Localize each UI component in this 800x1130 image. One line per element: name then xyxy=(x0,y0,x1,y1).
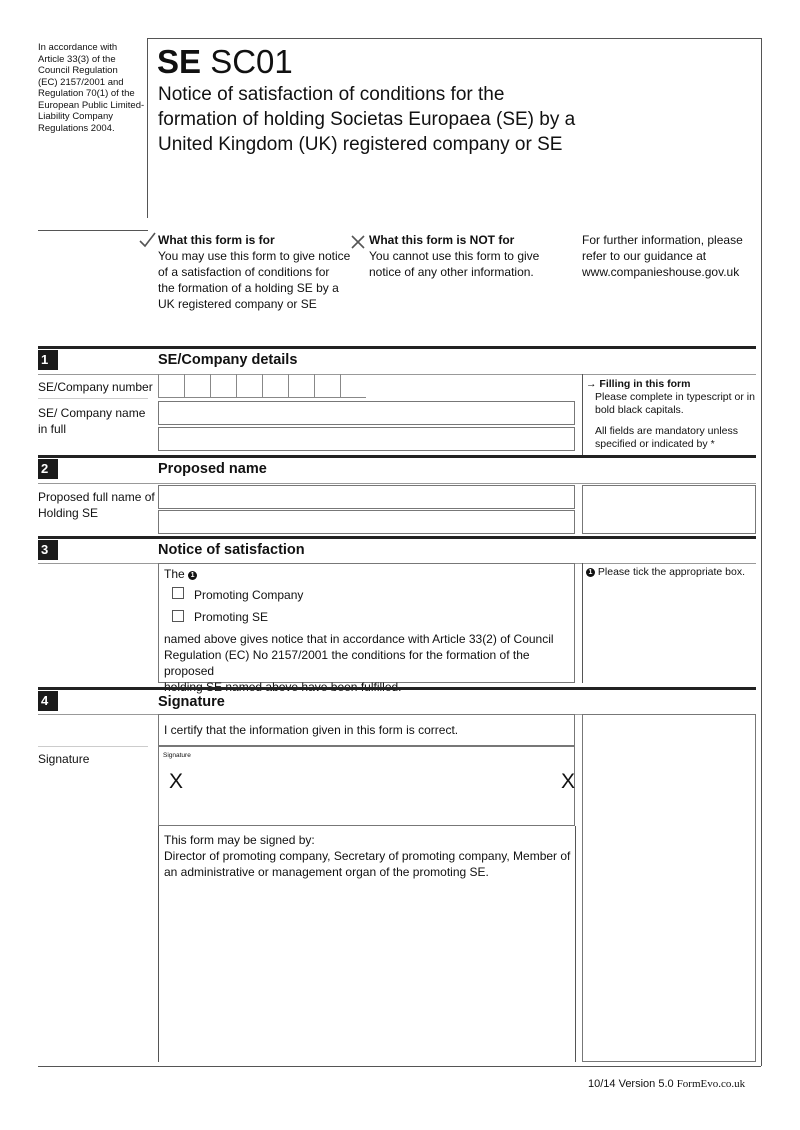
form-prefix: SE xyxy=(157,43,202,80)
company-name-field-2[interactable] xyxy=(158,427,575,451)
section-3-number: 3 xyxy=(38,540,58,560)
promoting-company-checkbox[interactable] xyxy=(172,587,184,599)
signed-by-heading: This form may be signed by: xyxy=(164,833,315,847)
section-2-number: 2 xyxy=(38,459,58,479)
section-2-bar xyxy=(38,455,756,458)
company-number-field[interactable] xyxy=(158,374,366,398)
intro-rule xyxy=(38,230,148,231)
filling-in-note xyxy=(586,378,756,451)
the-label xyxy=(164,566,197,582)
for-line: You may use this form to give notice xyxy=(158,249,351,263)
tick-note-text: Please tick the appropriate box. xyxy=(597,566,746,578)
legal-line: In accordance with xyxy=(38,42,118,53)
signed-by-left xyxy=(158,826,159,1062)
section-2-title: Proposed name xyxy=(158,461,267,477)
row-rule xyxy=(38,398,148,399)
signature-label: Signature xyxy=(38,752,90,766)
section-3-title: Notice of satisfaction xyxy=(158,542,305,558)
note-marker-icon: 1 xyxy=(188,571,197,580)
sign-here-mark-right: X xyxy=(561,770,576,793)
arrow-right-icon: → xyxy=(586,378,597,390)
for-line: of a satisfaction of conditions for xyxy=(158,265,330,279)
side-divider-3 xyxy=(582,563,583,683)
for-heading: What this form is for xyxy=(158,233,275,247)
tick-note xyxy=(586,566,756,579)
section-3-bar xyxy=(38,536,756,539)
header-divider xyxy=(147,38,148,218)
footer xyxy=(588,1078,745,1090)
title-line: formation of holding Societas Europaea (SE) by a xyxy=(158,109,576,130)
frame-right xyxy=(761,38,762,1066)
row-rule xyxy=(38,746,148,747)
section-4-bar xyxy=(38,687,756,690)
cross-icon xyxy=(350,234,366,250)
what-form-is-for xyxy=(158,232,358,312)
legal-line: Regulations 2004. xyxy=(38,122,115,134)
filling-line: Please complete in typescript or in xyxy=(595,391,755,403)
promoting-se-checkbox[interactable] xyxy=(172,610,184,622)
company-name-label xyxy=(38,405,145,437)
frame-top xyxy=(147,38,761,39)
legal-line: Liability Company xyxy=(38,111,113,122)
signed-by-right xyxy=(575,826,576,1062)
section-1-rule xyxy=(38,374,756,375)
side-divider xyxy=(582,374,583,456)
promoting-se-label: Promoting SE xyxy=(194,610,269,624)
section-4-title: Signature xyxy=(158,694,225,710)
section-4-number: 4 xyxy=(38,691,58,711)
form-title xyxy=(158,82,578,157)
notice-body xyxy=(164,631,574,695)
proposed-name-field-1[interactable] xyxy=(158,485,575,509)
further-information xyxy=(582,232,757,280)
legal-line: (EC) 2157/2001 and xyxy=(38,76,124,88)
signature-side-box xyxy=(582,714,756,1062)
label-line: Proposed full name of xyxy=(38,490,155,504)
note-marker-icon: 1 xyxy=(586,568,595,577)
legal-line: European Public Limited- xyxy=(38,99,145,111)
further-line: For further information, please xyxy=(582,233,743,247)
body-line: Regulation (EC) No 2157/2001 the conditions for the formation of the proposed xyxy=(164,648,530,678)
signature-small-label: Signature xyxy=(163,752,191,759)
label-line: Holding SE xyxy=(38,506,99,520)
what-form-is-not-for xyxy=(369,232,569,280)
title-line: United Kingdom (UK) registered company or SE xyxy=(158,134,563,155)
filling-line: All fields are mandatory unless xyxy=(595,425,738,437)
sign-here-mark-left: X xyxy=(169,770,184,793)
footer-brand: FormEvo.co.uk xyxy=(676,1078,746,1090)
section-1-bar xyxy=(38,346,756,349)
section-1-title: SE/Company details xyxy=(158,352,298,368)
not-for-line: You cannot use this form to give xyxy=(369,249,540,263)
filling-line: bold black capitals. xyxy=(595,404,684,416)
for-line: UK registered company or SE xyxy=(158,297,317,311)
for-line: the formation of a holding SE by a xyxy=(158,281,339,295)
company-name-field-1[interactable] xyxy=(158,401,575,425)
legal-line: Council Regulation xyxy=(38,65,118,76)
legal-line: Article 33(3) of the xyxy=(38,53,116,65)
not-for-line: notice of any other information. xyxy=(369,265,534,279)
signed-by-line: an administrative or management organ of the promoting SE. xyxy=(164,865,489,879)
section-2-rule xyxy=(38,483,756,484)
the-text: The xyxy=(164,567,185,581)
filling-heading: Filling in this form xyxy=(599,378,691,390)
label-line: SE/ Company name xyxy=(38,406,146,420)
frame-bottom xyxy=(38,1066,761,1067)
signed-by-note xyxy=(164,832,574,880)
checkmark-icon xyxy=(139,232,157,248)
legal-line: Regulation 70(1) of the xyxy=(38,88,135,99)
proposed-name-side-box xyxy=(582,485,756,534)
signed-by-line: Director of promoting company, Secretary of promoting company, Member of xyxy=(164,849,571,863)
legal-reference xyxy=(38,42,148,134)
company-number-label: SE/Company number xyxy=(38,380,153,394)
section-1-number: 1 xyxy=(38,350,58,370)
label-line: in full xyxy=(38,422,67,436)
form-code xyxy=(157,44,293,80)
further-line: refer to our guidance at xyxy=(582,249,707,263)
further-link[interactable]: www.companieshouse.gov.uk xyxy=(582,265,740,279)
certify-statement: I certify that the information given in this form is correct. xyxy=(164,723,459,737)
not-for-heading: What this form is NOT for xyxy=(369,233,515,247)
title-line: Notice of satisfaction of conditions for the xyxy=(158,84,505,105)
signature-field[interactable] xyxy=(158,746,575,826)
promoting-company-label: Promoting Company xyxy=(194,588,304,602)
proposed-name-label xyxy=(38,489,155,521)
filling-line: specified or indicated by * xyxy=(595,438,715,450)
form-number: SC01 xyxy=(210,43,293,80)
body-line: named above gives notice that in accordance with Article 33(2) of Council xyxy=(164,632,554,646)
footer-version: 10/14 Version 5.0 xyxy=(588,1078,674,1090)
proposed-name-field-2[interactable] xyxy=(158,510,575,534)
